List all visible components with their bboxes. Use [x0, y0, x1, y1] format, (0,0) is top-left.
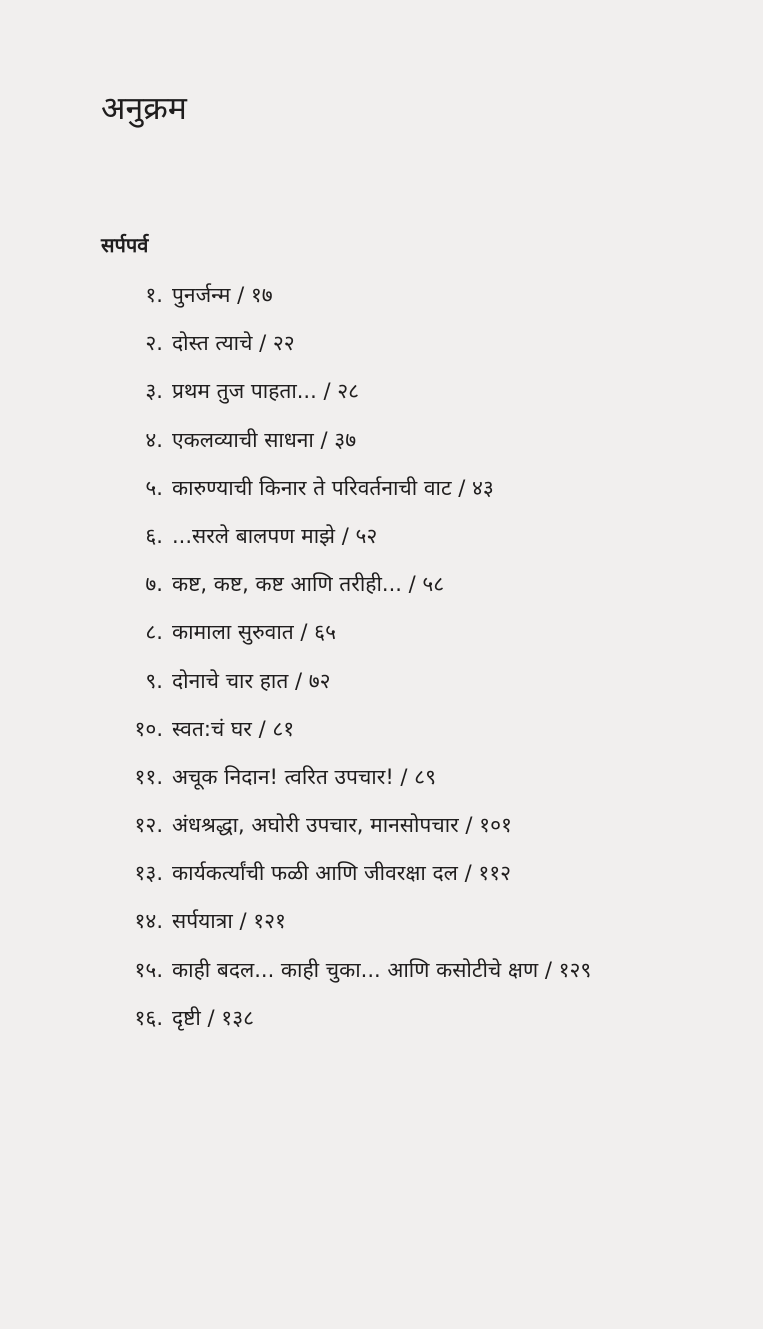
toc-entry-title: दोस्त त्याचे / २२: [172, 331, 295, 356]
toc-entry-title: दोनाचे चार हात / ७२: [172, 668, 331, 693]
toc-entry-number: ९.: [145, 668, 163, 693]
toc-entry-title: पुनर्जन्म / १७: [172, 283, 273, 307]
toc-entry-number: ५.: [145, 475, 163, 500]
toc-entry-title: कार्यकर्त्यांची फळी आणि जीवरक्षा दल / ११२: [172, 861, 512, 886]
toc-entry-number: ४.: [145, 427, 163, 452]
toc-entry-number: ३.: [145, 379, 163, 404]
toc-entry-number: २.: [145, 331, 163, 356]
toc-entry-number: ११.: [134, 764, 163, 789]
page-title: अनुक्रम: [101, 89, 187, 127]
toc-entry-number: १४.: [134, 909, 163, 934]
toc-entry-number: १३.: [134, 861, 163, 886]
toc-entry-number: ६.: [145, 523, 163, 548]
toc-entry-title: स्वत:चं घर / ८१: [172, 716, 295, 741]
toc-entry-number: १६.: [134, 1005, 163, 1030]
toc-entry-title: एकलव्याची साधना / ३७: [172, 427, 357, 452]
toc-entry-number: ७.: [145, 572, 163, 597]
toc-entry-number: १.: [145, 283, 163, 307]
toc-entry-title: अचूक निदान! त्वरित उपचार! / ८९: [172, 764, 437, 789]
toc-entry-number: १२.: [134, 813, 163, 838]
toc-entry-title: कामाला सुरुवात / ६५: [172, 620, 337, 645]
toc-entry-title: प्रथम तुज पाहता... / २८: [172, 379, 360, 404]
toc-entry-title: दृष्टी / १३८: [172, 1005, 255, 1030]
toc-entry-title: कष्ट, कष्ट, कष्ट आणि तरीही... / ५८: [172, 572, 445, 597]
toc-entry-title: सर्पयात्रा / १२१: [172, 909, 286, 934]
toc-entry-number: ८.: [145, 620, 163, 645]
toc-entry-number: १०.: [134, 716, 163, 741]
toc-entry-title: कारुण्याची किनार ते परिवर्तनाची वाट / ४३: [172, 475, 494, 500]
section-heading: सर्पपर्व: [101, 233, 149, 257]
toc-entry-title: अंधश्रद्धा, अघोरी उपचार, मानसोपचार / १०१: [172, 813, 512, 838]
toc-entry-title: ...सरले बालपण माझे / ५२: [172, 523, 378, 548]
toc-entry-number: १५.: [134, 957, 163, 982]
toc-entry-title: काही बदल... काही चुका... आणि कसोटीचे क्षण / १२९: [172, 957, 592, 982]
